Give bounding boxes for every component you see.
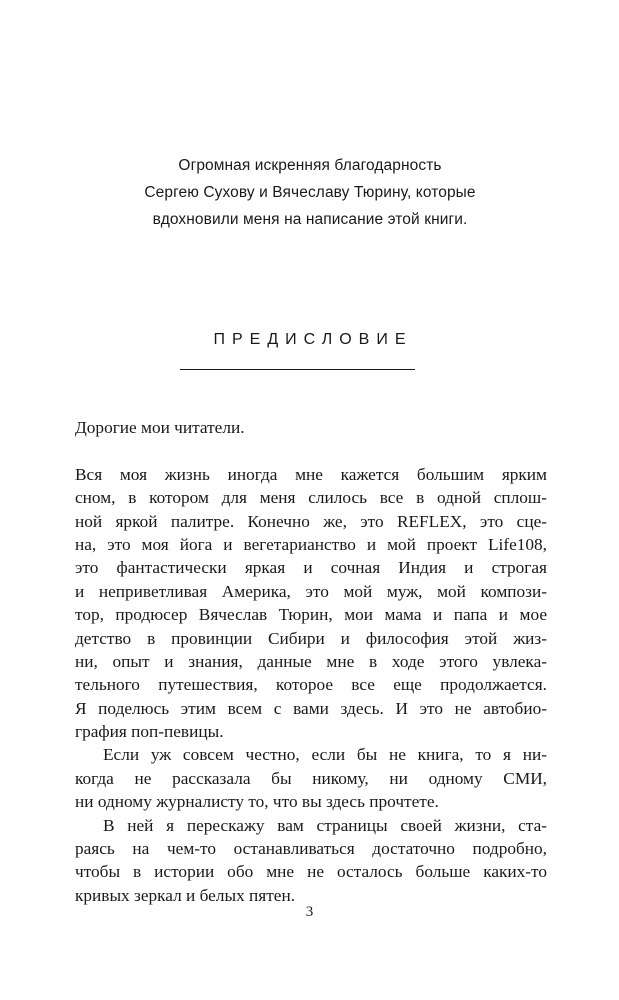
text-line: когда не рассказала бы никому, ни одному СМИ, — [75, 768, 547, 788]
text-line: Вся моя жизнь иногда мне кажется большим ярким — [75, 464, 547, 484]
text-line: раясь на чем-то останавливаться достаточно подробно, — [75, 839, 547, 859]
chapter-heading: ПРЕДИСЛОВИЕ — [213, 331, 413, 348]
text-line: ни одному журналисту то, что вы здесь прочтете. — [75, 792, 439, 812]
text-line: это фантастически яркая и сочная Индия и строгая — [75, 558, 547, 578]
dedication — [110, 152, 510, 233]
page-number: 3 — [305, 904, 314, 920]
greeting: Дорогие мои читатели. — [75, 418, 245, 437]
text-line: на, это моя йога и вегетарианство и мой проект Life108, — [75, 534, 547, 554]
text-line: и неприветливая Америка, это мой муж, мой компози- — [75, 581, 547, 601]
text-line: Я поделюсь этим всем с вами здесь. И это не автобио- — [75, 698, 547, 718]
dedication-line: вдохновили меня на написание этой книги. — [152, 211, 468, 228]
dedication-line: Огромная искренняя благодарность — [178, 157, 442, 174]
text-line: Если уж совсем честно, если бы не книга, то я ни- — [103, 745, 547, 765]
paragraph-gap — [75, 439, 547, 462]
preface-body — [75, 416, 547, 907]
text-line: графия поп-певицы. — [75, 722, 224, 742]
text-line: сном, в котором для меня слилось все в одной сплош- — [75, 488, 547, 508]
text-line: чтобы в истории обо мне не осталось больше каких-то — [75, 862, 547, 882]
text-line: В ней я перескажу вам страницы своей жизни, ста- — [103, 815, 547, 835]
text-line: кривых зеркал и белых пятен. — [75, 885, 296, 905]
text-line: ни, опыт и знания, данные мне в ходе этого увлека- — [75, 651, 547, 671]
heading-divider — [180, 369, 415, 370]
text-line: тельного путешествия, которое все еще продолжается. — [75, 675, 547, 695]
dedication-line: Сергею Сухову и Вячеславу Тюрину, которые — [144, 184, 476, 201]
text-line: детство в провинции Сибири и философия этой жиз- — [75, 628, 547, 648]
text-line: ной яркой палитре. Конечно же, это REFLEX, это сце- — [75, 511, 547, 531]
text-line: тор, продюсер Вячеслав Тюрин, мои мама и папа и мое — [75, 605, 547, 625]
